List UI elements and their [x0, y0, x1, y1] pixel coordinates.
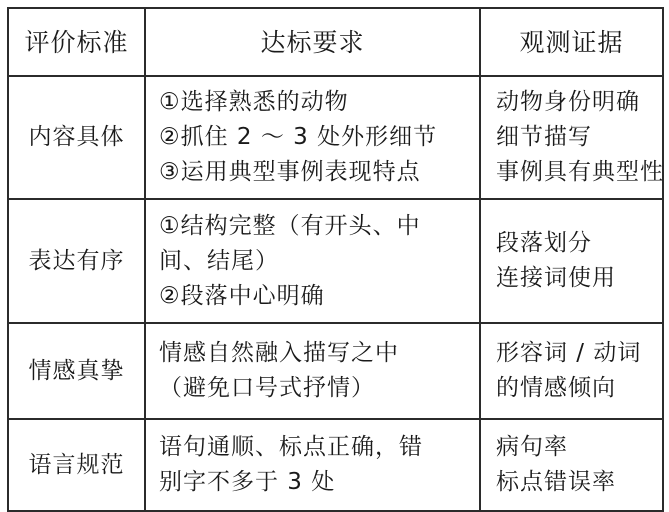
evidence-line: 标点错误率: [496, 469, 616, 495]
rubric-table-frame: [7, 7, 662, 504]
header-evidence: 观测证据: [480, 8, 663, 76]
requirement-cell: [145, 323, 480, 419]
requirement-line: （避免口号式抒情）: [159, 375, 375, 401]
standard-cell: 内容具体: [8, 76, 145, 199]
requirement-cell: [145, 419, 480, 511]
table-row: [8, 76, 663, 199]
table-row: [8, 419, 663, 511]
requirement-line: ①选择熟悉的动物: [159, 89, 349, 115]
requirement-line: 情感自然融入描写之中: [159, 340, 399, 366]
requirement-line: ②段落中心明确: [159, 282, 325, 309]
requirement-line: ①结构完整（有开头、中: [159, 212, 421, 239]
standard-cell: 情感真挚: [8, 323, 145, 419]
evidence-cell: [480, 76, 663, 199]
evidence-line: 病句率: [496, 434, 568, 460]
evidence-line: 连接词使用: [496, 265, 616, 291]
evidence-line: 的情感倾向: [496, 375, 616, 401]
evidence-line: 事例具有典型性: [496, 159, 664, 185]
requirement-cell: [145, 199, 480, 323]
table-row: [8, 199, 663, 323]
requirement-cell: [145, 76, 480, 199]
evidence-line: 动物身份明确: [496, 89, 640, 115]
evidence-cell: [480, 323, 663, 419]
standard-cell: 表达有序: [8, 199, 145, 323]
requirement-line: ③运用典型事例表现特点: [159, 159, 421, 185]
evidence-cell: [480, 419, 663, 511]
requirement-line: 别字不多于 3 处: [159, 469, 336, 495]
table-row: [8, 323, 663, 419]
rubric-table: [7, 7, 664, 512]
evidence-cell: [480, 199, 663, 323]
header-standard: 评价标准: [8, 8, 145, 76]
evidence-line: 段落划分: [496, 230, 592, 256]
standard-cell: 语言规范: [8, 419, 145, 511]
requirement-line: 间、结尾）: [159, 247, 279, 274]
evidence-line: 形容词 / 动词: [496, 340, 642, 366]
header-row: [8, 8, 663, 76]
requirement-line: 语句通顺、标点正确，错: [159, 434, 423, 460]
evidence-line: 细节描写: [496, 124, 592, 150]
header-requirement: 达标要求: [145, 8, 480, 76]
requirement-line: ②抓住 2 ～ 3 处外形细节: [159, 124, 438, 150]
